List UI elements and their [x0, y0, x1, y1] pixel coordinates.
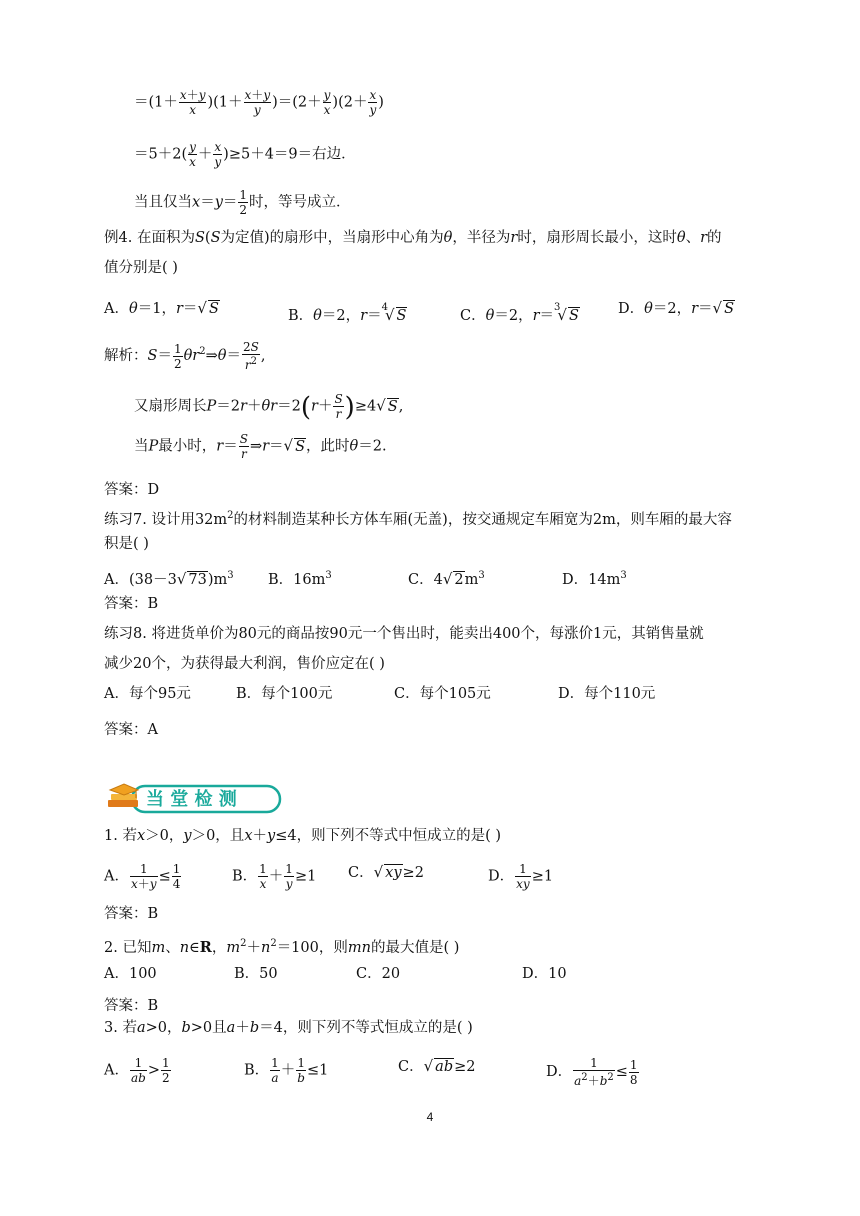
section-banner [106, 780, 284, 816]
q3-option-d: D． $\frac{1}{a^2+b^2}$ ≤ $\frac{1}{8}$ [546, 1056, 638, 1088]
q1-option-c: C．√ xy≥2 [348, 863, 424, 881]
q2-answer: 答案：B [104, 998, 159, 1014]
q1-option-b: B． $\frac{1}{x}$ ＋ $\frac{1}{y}$ ≥1 [232, 862, 317, 891]
graduation-books-icon [108, 784, 138, 807]
q1-answer: 答案：B [104, 906, 159, 922]
ex7-option-c: C．4√ $2m^3$ [408, 569, 485, 588]
ex4-analysis-formula: S＝ $\frac{1}{2}$ $\theta r^2\Rightarrow\theta=$ $\frac{2S}{r^2}$ , [147, 340, 266, 372]
ex8-answer: 答案：A [104, 722, 158, 738]
q2-stem: 2. 已知m、n∈R，$m^2+n^2=100$，则mn的最大值是( ) [104, 938, 460, 956]
ex4-analysis-label: 解析： [104, 348, 148, 364]
ex4-analysis-line-1 [104, 340, 266, 372]
page-number: 4 [426, 1110, 434, 1124]
ex4-stem-line-1: 例4. 在面积为S(S为定值)的扇形中，当扇形中心角为θ，半径为r时，扇形周长最小，这时θ、r的 [104, 230, 722, 246]
ex4-stem-line-2: 值分别是( ) [104, 260, 178, 276]
q1-stem: 1. 若x＞0，y＞0，且x＋y≤4，则下列不等式中恒成立的是( ) [104, 828, 501, 844]
ex4-option-d: D．θ＝2，r＝√ S [618, 299, 735, 317]
ex8-option-b: B．每个100元 [236, 686, 333, 702]
q1-option-d: D． $\frac{1}{xy}$ ≥1 [488, 862, 554, 891]
ex4-analysis-line-3: 当P最小时，r＝ $\frac{S}{r}$ ⇒r＝√ S，此时θ＝2. [134, 432, 387, 461]
q2-option-c: C．20 [356, 966, 401, 982]
solution-line-2: ＝5＋2( $\frac{y}{x}$ ＋ $\frac{x}{y}$ )≥5＋4＝9＝右边． [134, 140, 356, 169]
q2-option-a: A．100 [104, 966, 157, 982]
ex7-option-a: A．(38－3√ $73)m^3$ [104, 569, 234, 588]
ex8-stem-line-1: 练习8. 将进货单价为80元的商品按90元一个售出时，能卖出400个，每涨价1元，其销售量就 [104, 626, 704, 642]
section-banner-title: 当 堂 检 测 [146, 789, 237, 810]
ex7-option-d: D．$14m^3$ [562, 570, 627, 588]
ex4-option-b: B．θ＝2，r＝$^4$√ S [288, 302, 407, 324]
section-banner-graphic [106, 780, 284, 816]
ex4-option-a: A．θ＝1，r＝√ S [104, 299, 219, 317]
solution-line-3: 当且仅当x＝y＝ $\frac{1}{2}$ 时，等号成立． [134, 188, 351, 217]
q2-option-d: D．10 [522, 966, 567, 982]
q3-option-c: C．√ ab≥2 [398, 1057, 476, 1075]
ex8-option-c: C．每个105元 [394, 686, 491, 702]
ex8-option-a: A．每个95元 [104, 686, 191, 702]
ex7-stem-line-2: 积是( ) [104, 536, 149, 552]
ex4-answer: 答案：D [104, 482, 160, 498]
ex8-option-d: D．每个110元 [558, 686, 656, 702]
q3-option-a: A． $\frac{1}{ab}$ > $\frac{1}{2}$ [104, 1056, 170, 1085]
ex7-option-b: B．$16m^3$ [268, 570, 332, 588]
ex4-option-c: C．θ＝2，r＝$^3$√ S [460, 302, 579, 324]
q1-option-a: A． $\frac{1}{x+y}$ ≤ $\frac{1}{4}$ [104, 862, 181, 891]
q3-stem: 3. 若a>0，b>0且a＋b＝4，则下列不等式恒成立的是( ) [104, 1020, 473, 1036]
solution-line-1: ＝(1＋ $\frac{x+y}{x}$ )(1＋ $\frac{x+y}{y}$ )＝(2＋ $\frac{y}{x}$ )(2＋ $\frac{x}{y}$ ) [134, 88, 384, 117]
q2-option-b: B．50 [234, 966, 278, 982]
ex4-analysis-line-2: 又扇形周长P＝2r＋θr＝2(r＋ $\frac{S}{r}$ )≥4√ S, [134, 392, 404, 423]
ex7-answer: 答案：B [104, 596, 159, 612]
ex7-stem-line-1: 练习7. 设计用$32m^2$的材料制造某种长方体车厢(无盖)，按交通规定车厢宽为2m，则车厢的最大容 [104, 510, 732, 528]
ex8-stem-line-2: 减少20个，为获得最大利润，售价应定在( ) [104, 656, 385, 672]
q3-option-b: B． $\frac{1}{a}$ ＋ $\frac{1}{b}$ ≤1 [244, 1056, 329, 1085]
